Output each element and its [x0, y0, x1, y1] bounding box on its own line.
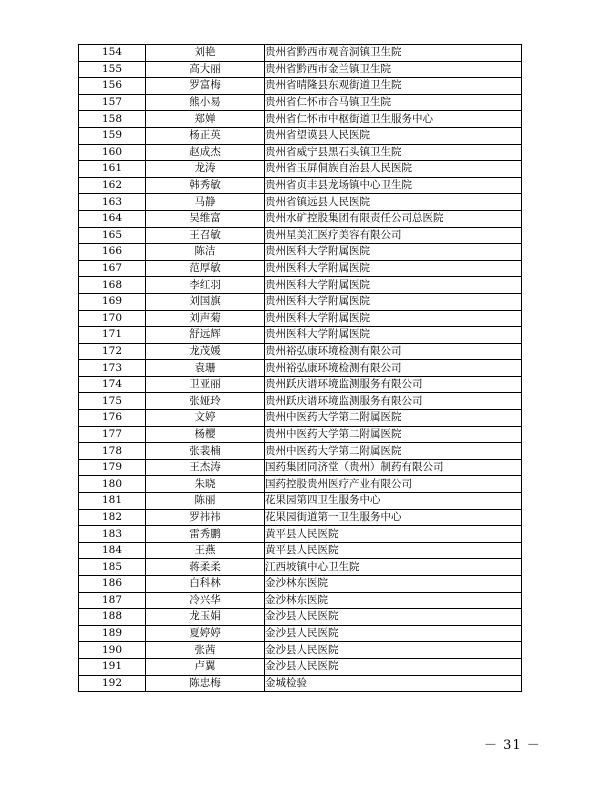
organization-cell: 金沙林东医院 [265, 576, 522, 593]
table-row [79, 194, 522, 211]
organization-cell: 国药集团同济堂（贵州）制药有限公司 [265, 459, 522, 476]
row-number-cell: 180 [79, 476, 146, 493]
table-row [79, 526, 522, 543]
person-name-cell: 郑婵 [146, 111, 265, 128]
table-row [79, 360, 522, 377]
person-name-cell: 罗祎祎 [146, 509, 265, 526]
person-name-cell: 张娅玲 [146, 393, 265, 410]
table-row [79, 244, 522, 261]
organization-cell: 贵州医科大学附属医院 [265, 244, 522, 261]
table-row [79, 210, 522, 227]
row-number-cell: 187 [79, 592, 146, 609]
organization-cell: 贵州省黔西市金兰镇卫生院 [265, 61, 522, 78]
organization-cell: 花果园第四卫生服务中心 [265, 493, 522, 510]
person-name-cell: 熊小易 [146, 94, 265, 111]
row-number-cell: 184 [79, 542, 146, 559]
row-number-cell: 172 [79, 343, 146, 360]
person-name-cell: 雷秀鹏 [146, 526, 265, 543]
row-number-cell: 177 [79, 426, 146, 443]
row-number-cell: 156 [79, 78, 146, 95]
person-name-cell: 蒋柔柔 [146, 559, 265, 576]
roster-table-body [79, 45, 522, 692]
table-row [79, 443, 522, 460]
person-name-cell: 卫亚丽 [146, 376, 265, 393]
person-name-cell: 刘国旗 [146, 293, 265, 310]
row-number-cell: 188 [79, 609, 146, 626]
row-number-cell: 155 [79, 61, 146, 78]
table-row [79, 127, 522, 144]
table-row [79, 393, 522, 410]
table-row [79, 61, 522, 78]
table-row [79, 542, 522, 559]
person-name-cell: 龙茂媛 [146, 343, 265, 360]
person-name-cell: 白科林 [146, 576, 265, 593]
person-name-cell: 刘艳 [146, 45, 265, 62]
row-number-cell: 174 [79, 376, 146, 393]
row-number-cell: 166 [79, 244, 146, 261]
person-name-cell: 赵成杰 [146, 144, 265, 161]
row-number-cell: 171 [79, 327, 146, 344]
organization-cell: 贵州跃庆谱环境监测服务有限公司 [265, 376, 522, 393]
table-row [79, 343, 522, 360]
row-number-cell: 189 [79, 625, 146, 642]
table-row [79, 111, 522, 128]
person-name-cell: 夏婷婷 [146, 625, 265, 642]
person-name-cell: 王杰涛 [146, 459, 265, 476]
organization-cell: 贵州省贞丰县龙场镇中心卫生院 [265, 177, 522, 194]
organization-cell: 贵州省仁怀市中枢街道卫生服务中心 [265, 111, 522, 128]
table-row [79, 277, 522, 294]
row-number-cell: 178 [79, 443, 146, 460]
row-number-cell: 186 [79, 576, 146, 593]
organization-cell: 金城检验 [265, 675, 522, 692]
row-number-cell: 190 [79, 642, 146, 659]
organization-cell: 贵州医科大学附属医院 [265, 327, 522, 344]
row-number-cell: 165 [79, 227, 146, 244]
row-number-cell: 160 [79, 144, 146, 161]
table-row [79, 476, 522, 493]
row-number-cell: 168 [79, 277, 146, 294]
organization-cell: 贵州中医药大学第二附属医院 [265, 443, 522, 460]
table-row [79, 327, 522, 344]
table-row [79, 459, 522, 476]
row-number-cell: 192 [79, 675, 146, 692]
table-row [79, 509, 522, 526]
organization-cell: 金沙县人民医院 [265, 609, 522, 626]
table-row [79, 658, 522, 675]
table-row [79, 642, 522, 659]
person-name-cell: 卢翼 [146, 658, 265, 675]
organization-cell: 金沙县人民医院 [265, 658, 522, 675]
row-number-cell: 157 [79, 94, 146, 111]
organization-cell: 贵州中医药大学第二附属医院 [265, 410, 522, 427]
organization-cell: 贵州医科大学附属医院 [265, 293, 522, 310]
page-number: － 31 － [484, 738, 541, 753]
person-name-cell: 陈丽 [146, 493, 265, 510]
organization-cell: 贵州中医药大学第二附属医院 [265, 426, 522, 443]
person-name-cell: 高大丽 [146, 61, 265, 78]
table-row [79, 559, 522, 576]
organization-cell: 贵州省晴隆县东观街道卫生院 [265, 78, 522, 95]
table-row [79, 78, 522, 95]
person-name-cell: 龙涛 [146, 161, 265, 178]
table-row [79, 410, 522, 427]
organization-cell: 贵州水矿控股集团有限责任公司总医院 [265, 210, 522, 227]
person-name-cell: 王召敏 [146, 227, 265, 244]
organization-cell: 贵州省望谟县人民医院 [265, 127, 522, 144]
table-row [79, 493, 522, 510]
organization-cell: 贵州省镇远县人民医院 [265, 194, 522, 211]
organization-cell: 花果园街道第一卫生服务中心 [265, 509, 522, 526]
organization-cell: 黄平县人民医院 [265, 542, 522, 559]
organization-cell: 江西坡镇中心卫生院 [265, 559, 522, 576]
organization-cell: 贵州省玉屏侗族自治县人民医院 [265, 161, 522, 178]
organization-cell: 金沙林东医院 [265, 592, 522, 609]
table-row [79, 161, 522, 178]
organization-cell: 贵州医科大学附属医院 [265, 277, 522, 294]
organization-cell: 金沙县人民医院 [265, 625, 522, 642]
row-number-cell: 164 [79, 210, 146, 227]
organization-cell: 贵州跃庆谱环境监测服务有限公司 [265, 393, 522, 410]
row-number-cell: 179 [79, 459, 146, 476]
organization-cell: 贵州医科大学附属医院 [265, 260, 522, 277]
organization-cell: 贵州省黔西市观音洞镇卫生院 [265, 45, 522, 62]
table-row [79, 675, 522, 692]
table-row [79, 625, 522, 642]
row-number-cell: 163 [79, 194, 146, 211]
person-name-cell: 舒远辉 [146, 327, 265, 344]
organization-cell: 金沙县人民医院 [265, 642, 522, 659]
organization-cell: 国药控股贵州医疗产业有限公司 [265, 476, 522, 493]
organization-cell: 贵州省威宁县黑石头镇卫生院 [265, 144, 522, 161]
organization-cell: 贵州裕弘康环境检测有限公司 [265, 360, 522, 377]
person-name-cell: 冷兴华 [146, 592, 265, 609]
organization-cell: 贵州裕弘康环境检测有限公司 [265, 343, 522, 360]
person-name-cell: 杨樱 [146, 426, 265, 443]
row-number-cell: 175 [79, 393, 146, 410]
person-name-cell: 陈忠梅 [146, 675, 265, 692]
table-row [79, 144, 522, 161]
table-row [79, 293, 522, 310]
person-name-cell: 张茜 [146, 642, 265, 659]
organization-cell: 黄平县人民医院 [265, 526, 522, 543]
person-name-cell: 王燕 [146, 542, 265, 559]
row-number-cell: 161 [79, 161, 146, 178]
row-number-cell: 181 [79, 493, 146, 510]
table-row [79, 94, 522, 111]
person-name-cell: 张裴楠 [146, 443, 265, 460]
row-number-cell: 185 [79, 559, 146, 576]
row-number-cell: 154 [79, 45, 146, 62]
table-row [79, 177, 522, 194]
person-name-cell: 袁珊 [146, 360, 265, 377]
person-name-cell: 范厚敏 [146, 260, 265, 277]
row-number-cell: 162 [79, 177, 146, 194]
row-number-cell: 191 [79, 658, 146, 675]
person-name-cell: 陈洁 [146, 244, 265, 261]
row-number-cell: 158 [79, 111, 146, 128]
row-number-cell: 167 [79, 260, 146, 277]
table-row [79, 45, 522, 62]
organization-cell: 贵州省仁怀市合马镇卫生院 [265, 94, 522, 111]
table-row [79, 426, 522, 443]
table-row [79, 310, 522, 327]
row-number-cell: 159 [79, 127, 146, 144]
person-name-cell: 韩秀敏 [146, 177, 265, 194]
person-name-cell: 杨正英 [146, 127, 265, 144]
table-row [79, 227, 522, 244]
person-name-cell: 马静 [146, 194, 265, 211]
organization-cell: 贵州星美汇医疗美容有限公司 [265, 227, 522, 244]
table-row [79, 576, 522, 593]
table-row [79, 376, 522, 393]
person-name-cell: 文婷 [146, 410, 265, 427]
row-number-cell: 170 [79, 310, 146, 327]
row-number-cell: 183 [79, 526, 146, 543]
row-number-cell: 169 [79, 293, 146, 310]
person-name-cell: 罗富梅 [146, 78, 265, 95]
row-number-cell: 173 [79, 360, 146, 377]
person-name-cell: 李红羽 [146, 277, 265, 294]
organization-cell: 贵州医科大学附属医院 [265, 310, 522, 327]
roster-table [78, 44, 522, 692]
person-name-cell: 刘声菊 [146, 310, 265, 327]
table-row [79, 592, 522, 609]
row-number-cell: 182 [79, 509, 146, 526]
row-number-cell: 176 [79, 410, 146, 427]
table-row [79, 609, 522, 626]
person-name-cell: 吴维富 [146, 210, 265, 227]
table-row [79, 260, 522, 277]
person-name-cell: 龙玉娟 [146, 609, 265, 626]
person-name-cell: 朱晓 [146, 476, 265, 493]
